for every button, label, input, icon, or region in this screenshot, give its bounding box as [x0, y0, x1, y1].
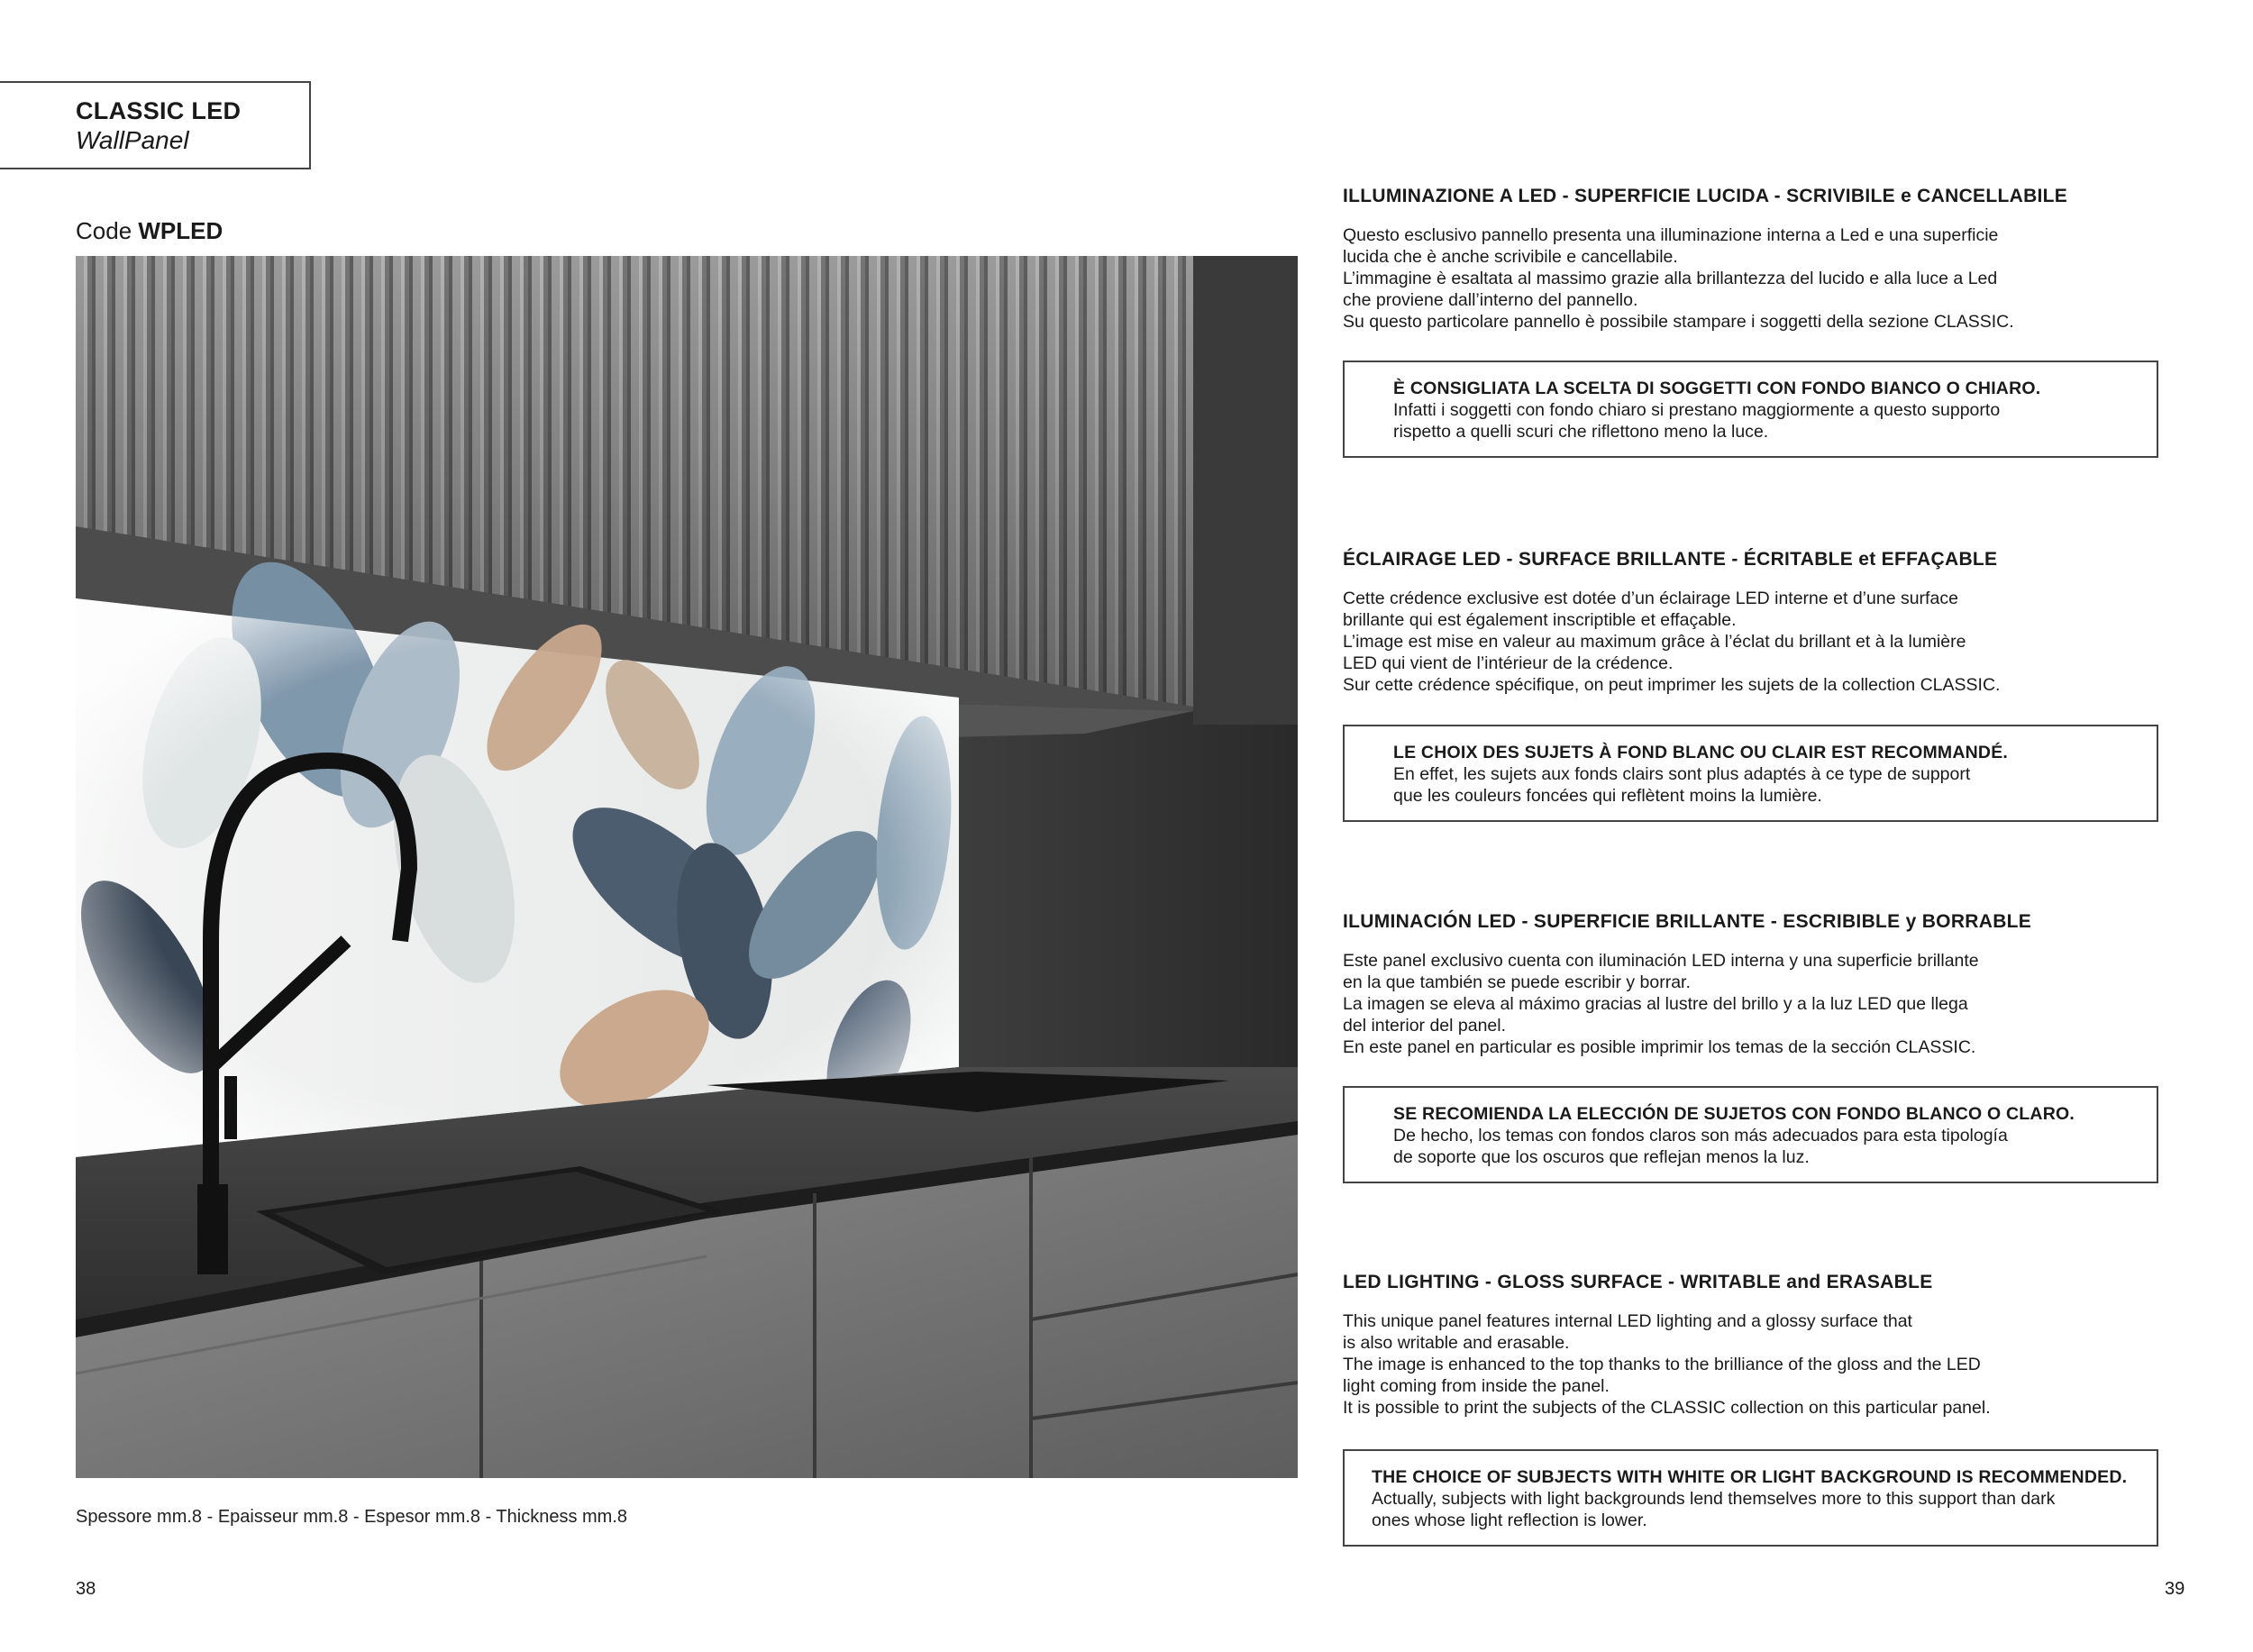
- notice-body: De hecho, los temas con fondos claros son más adecuados para esta tipología de soporte que los oscuros que reflejan menos la luz.: [1393, 1126, 2008, 1167]
- notice-box-french: [1343, 725, 2158, 822]
- section-french: [1343, 548, 2208, 696]
- page-number-right: 39: [2165, 1579, 2185, 1599]
- notice-body: Infatti i soggetti con fondo chiaro si prestano maggiormente a questo supporto rispetto a quelli scuri che riflettono meno la luce.: [1393, 400, 2001, 442]
- section-body: Este panel exclusivo cuenta con iluminación LED interna y una superficie brillante en la que también se puede escribir y borrar. La imagen se eleva al máximo gracias al lustre del brillo y a la luz LED que llega del interior del panel. En este panel en particular es posible imprimir los temas de la sección CLASSIC.: [1343, 951, 1979, 1057]
- section-english: [1343, 1271, 2208, 1419]
- notice-box-italian: [1343, 361, 2158, 458]
- section-heading: ILLUMINAZIONE A LED - SUPERFICIE LUCIDA - SCRIVIBILE e CANCELLABILE: [1343, 186, 2068, 206]
- code-value: WPLED: [138, 217, 223, 244]
- product-subtitle: WallPanel: [76, 126, 189, 154]
- notice-box-spanish: [1343, 1086, 2158, 1183]
- section-spanish: [1343, 910, 2208, 1058]
- section-body: Cette crédence exclusive est dotée d’un éclairage LED interne et d’une surface brillante qui est également inscriptible et effaçable. L’image est mise en valeur au maximum grâce à l’éclat du brillant et à la lumière LED qui vient de l’intérieur de la crédence. Sur cette crédence spécifique, on peut imprimer les sujets de la collection CLASSIC.: [1343, 589, 2001, 695]
- notice-box-english: [1343, 1449, 2158, 1547]
- title-box: [0, 81, 311, 169]
- notice-body: Actually, subjects with light backgrounds lend themselves more to this support than dark ones whose light reflection is lower.: [1372, 1489, 2056, 1530]
- kitchen-photo: [76, 256, 1298, 1478]
- section-heading: ÉCLAIRAGE LED - SURFACE BRILLANTE - ÉCRITABLE et EFFAÇABLE: [1343, 549, 1998, 570]
- section-body: This unique panel features internal LED lighting and a glossy surface that is also writable and erasable. The image is enhanced to the top thanks to the brilliance of the gloss and the LED light coming from inside the panel. It is possible to print the subjects of the CLASSIC collection on this particular panel.: [1343, 1311, 1991, 1418]
- page-number-left: 38: [76, 1579, 96, 1599]
- code-prefix: Code: [76, 217, 132, 244]
- section-body: Questo esclusivo pannello presenta una illuminazione interna a Led e una superficie lucida che è anche scrivibile e cancellabile. L’immagine è esaltata al massimo grazie alla brillantezza del lucido e alla luce a Led che proviene dall’interno del pannello. Su questo particolare pannello è possibile stampare i soggetti della sezione CLASSIC.: [1343, 225, 2014, 332]
- section-heading: LED LIGHTING - GLOSS SURFACE - WRITABLE and ERASABLE: [1343, 1272, 1933, 1292]
- thickness-caption: Spessore mm.8 - Epaisseur mm.8 - Espesor mm.8 - Thickness mm.8: [76, 1507, 628, 1527]
- notice-title: È CONSIGLIATA LA SCELTA DI SOGGETTI CON FONDO BIANCO O CHIARO.: [1393, 379, 2041, 398]
- notice-title: THE CHOICE OF SUBJECTS WITH WHITE OR LIGHT BACKGROUND IS RECOMMENDED.: [1372, 1467, 2128, 1487]
- product-title: CLASSIC LED: [76, 97, 242, 124]
- section-italian: [1343, 185, 2208, 333]
- notice-body: En effet, les sujets aux fonds clairs sont plus adaptés à ce type de support que les couleurs foncées qui reflètent moins la lumière.: [1393, 764, 1971, 806]
- section-heading: ILUMINACIÓN LED - SUPERFICIE BRILLANTE - ESCRIBIBLE y BORRABLE: [1343, 911, 2032, 932]
- notice-title: LE CHOIX DES SUJETS À FOND BLANC OU CLAIR EST RECOMMANDÉ.: [1393, 743, 2009, 762]
- product-code: [76, 217, 223, 245]
- notice-title: SE RECOMIENDA LA ELECCIÓN DE SUJETOS CON FONDO BLANCO O CLARO.: [1393, 1104, 2075, 1124]
